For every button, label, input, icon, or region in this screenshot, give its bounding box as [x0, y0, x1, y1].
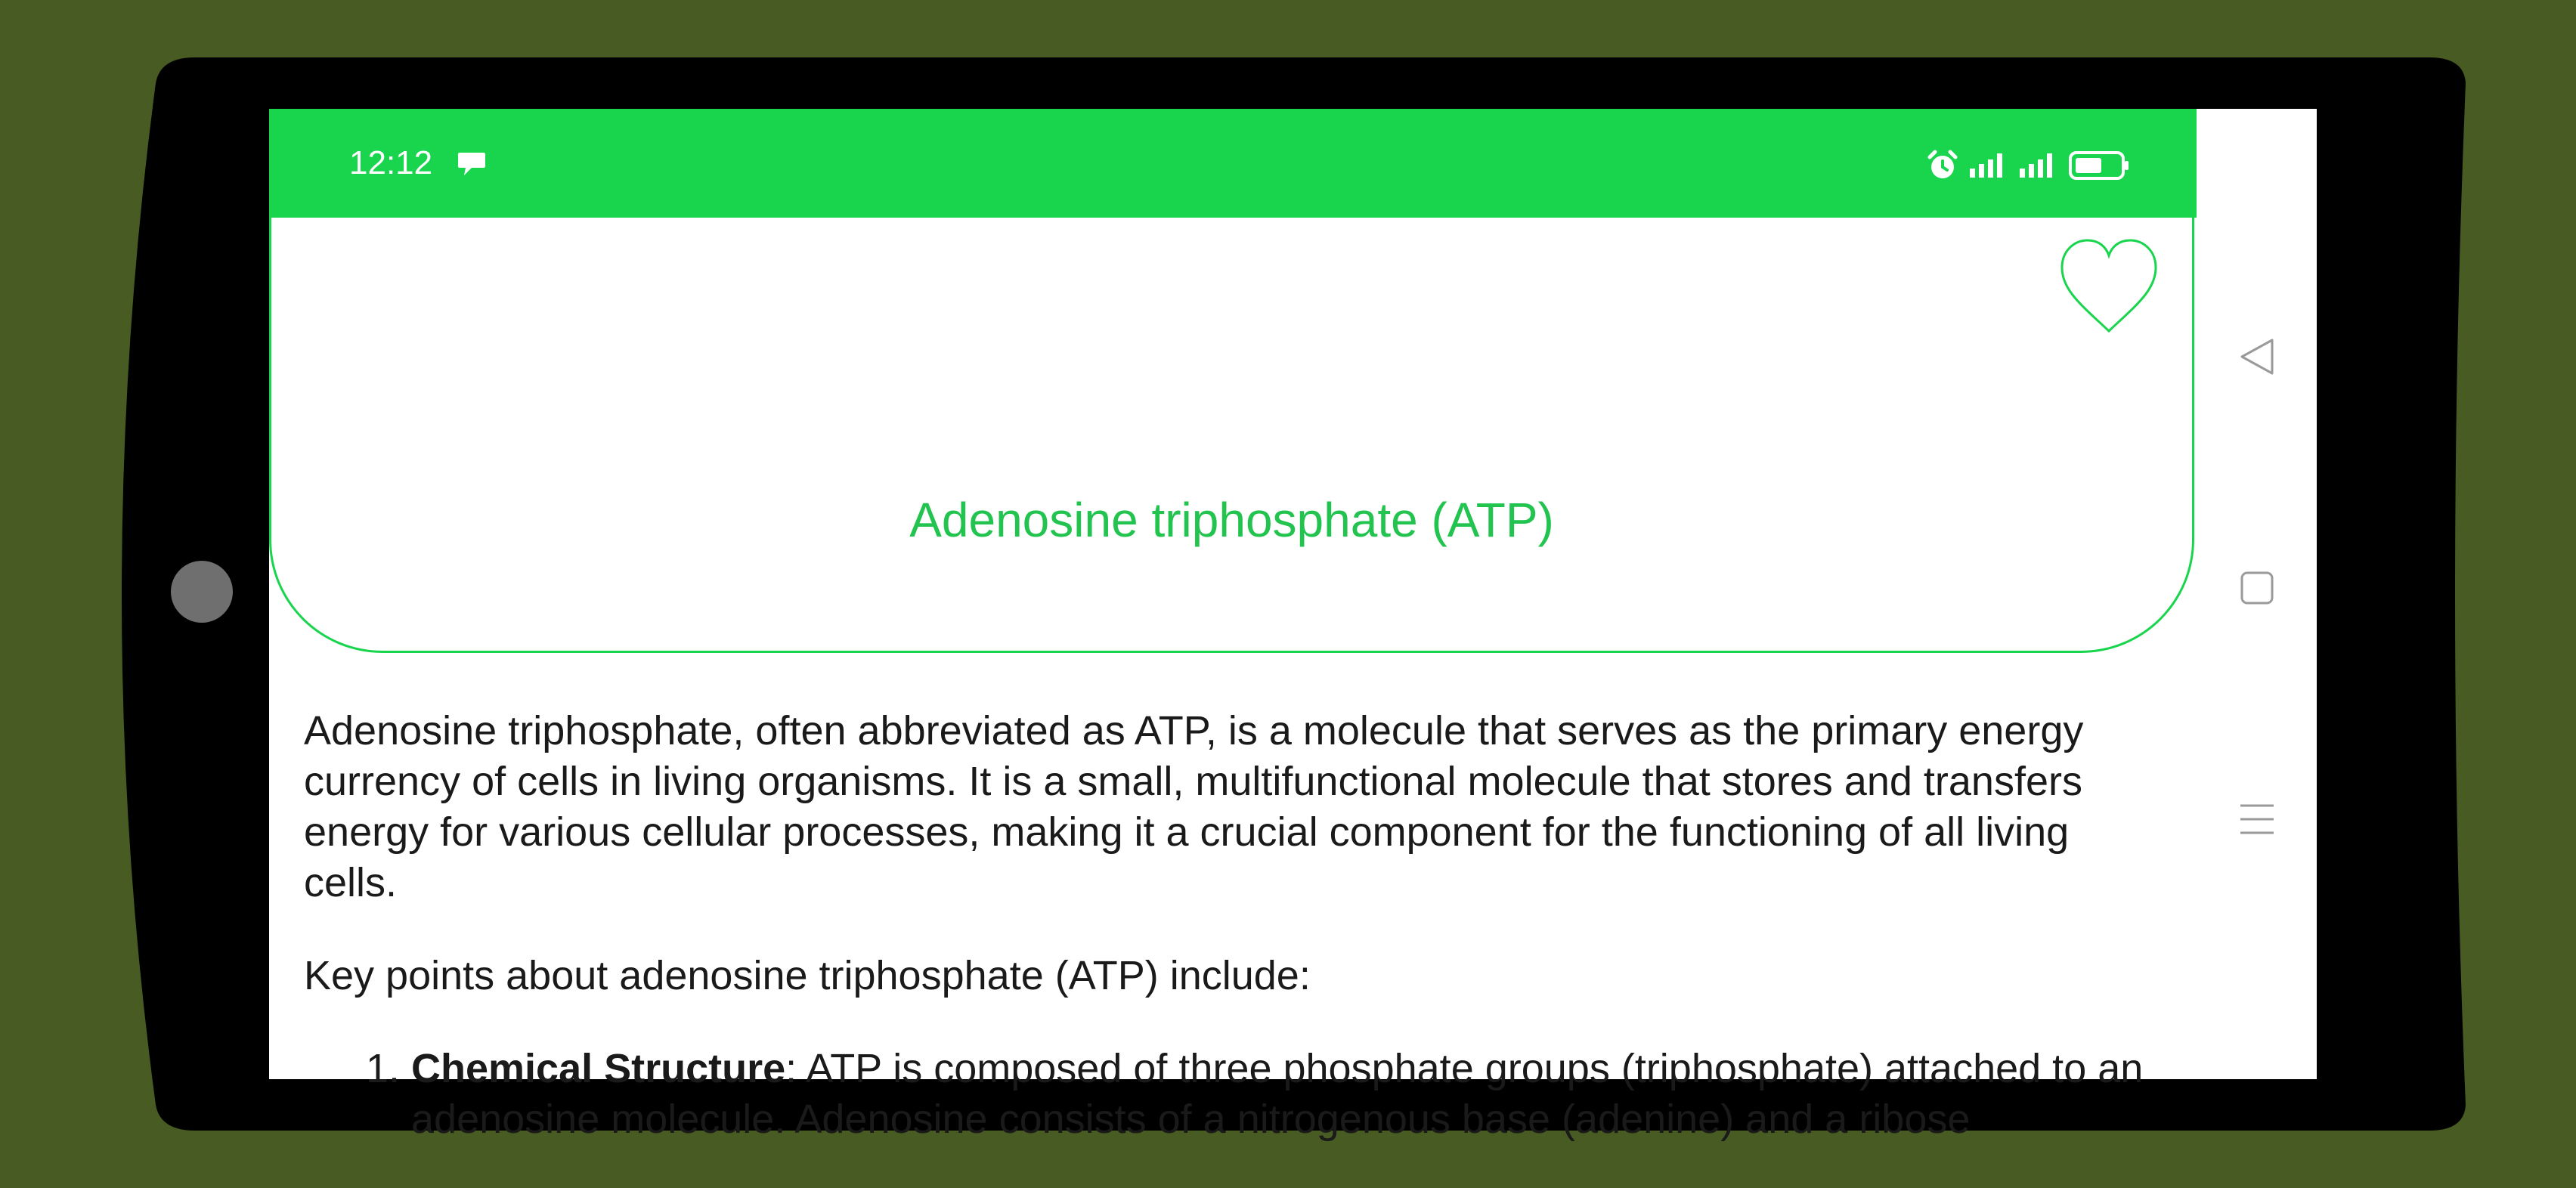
back-icon[interactable] [2230, 329, 2284, 384]
app-content [269, 109, 2197, 1142]
list-item [411, 1044, 2156, 1145]
chat-bubble-icon [457, 150, 487, 180]
alarm-icon [1927, 150, 1958, 181]
key-points-heading: Key points about adenosine triphosphate (ATP) include: [304, 953, 1311, 998]
key-points-list [304, 1044, 2156, 1145]
page-title: Adenosine triphosphate (ATP) [909, 493, 1554, 547]
battery-icon [2068, 150, 2130, 181]
heart-icon[interactable] [2059, 237, 2159, 334]
signal-icon [1968, 152, 2008, 179]
front-camera [171, 561, 233, 623]
navigation-bar [2197, 109, 2317, 1079]
point-title: Chemical Structure [411, 1046, 786, 1091]
status-bar [269, 109, 2197, 218]
intro-paragraph: Adenosine triphosphate, often abbreviated as ATP, is a molecule that serves as the primary energy currency of cells in living organisms. It is a small, multifunctional molecule that stores and transfers energy for various cellular processes, making it a crucial component for the functioning of all living cells. [304, 708, 2084, 905]
phone-screen [269, 109, 2317, 1142]
header-card [269, 218, 2194, 653]
status-time: 12:12 [349, 144, 433, 181]
article-body [304, 706, 2156, 1145]
recents-icon[interactable] [2230, 792, 2284, 846]
status-icons [1927, 145, 2130, 186]
signal-icon [2018, 152, 2057, 179]
point-text: : ATP is composed of three phosphate groups (triphosphate) attached to an adenosine molecule. Adenosine consists of a nitrogenous base (adenine) and a ribose [411, 1046, 2144, 1142]
home-icon[interactable] [2230, 561, 2284, 615]
